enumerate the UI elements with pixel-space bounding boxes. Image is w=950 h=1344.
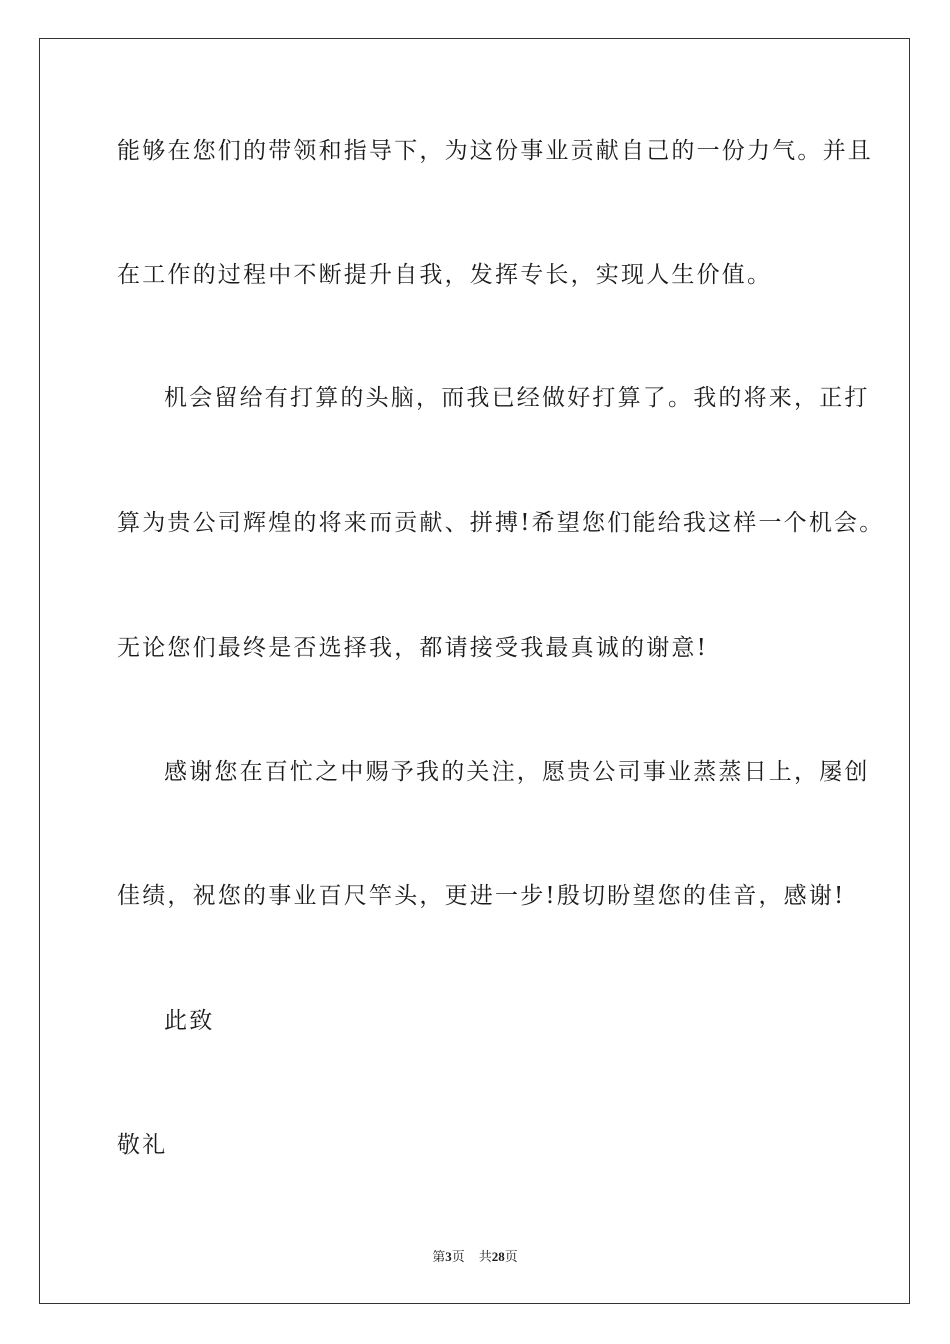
closing-salutation: 此致 <box>164 1008 215 1034</box>
footer-total-suffix: 页 <box>504 1250 518 1265</box>
closing-regards: 敬礼 <box>117 1132 168 1158</box>
page-footer <box>0 1248 950 1267</box>
body-line-1: 能够在您们的带领和指导下，为这份事业贡献自己的一份力气。并且 <box>117 138 873 164</box>
footer-page-number: 3 <box>445 1249 452 1264</box>
page-border <box>39 38 910 1304</box>
body-line-6: 感谢您在百忙之中赐予我的关注，愿贵公司事业蒸蒸日上，屡创 <box>164 759 870 785</box>
body-line-4: 算为贵公司辉煌的将来而贡献、拼搏!希望您们能给我这样一个机会。 <box>117 510 885 536</box>
footer-total-pages: 28 <box>491 1249 505 1264</box>
footer-page-prefix: 第 <box>432 1250 446 1265</box>
body-line-7: 佳绩，祝您的事业百尺竿头，更进一步!殷切盼望您的佳音，感谢! <box>117 883 846 909</box>
footer-page-suffix: 页 <box>451 1250 465 1265</box>
body-line-2: 在工作的过程中不断提升自我，发挥专长，实现人生价值。 <box>117 262 773 288</box>
body-line-5: 无论您们最终是否选择我，都请接受我最真诚的谢意! <box>117 635 709 661</box>
footer-total-prefix: 共 <box>478 1250 492 1265</box>
body-line-3: 机会留给有打算的头脑，而我已经做好打算了。我的将来，正打 <box>164 385 870 411</box>
